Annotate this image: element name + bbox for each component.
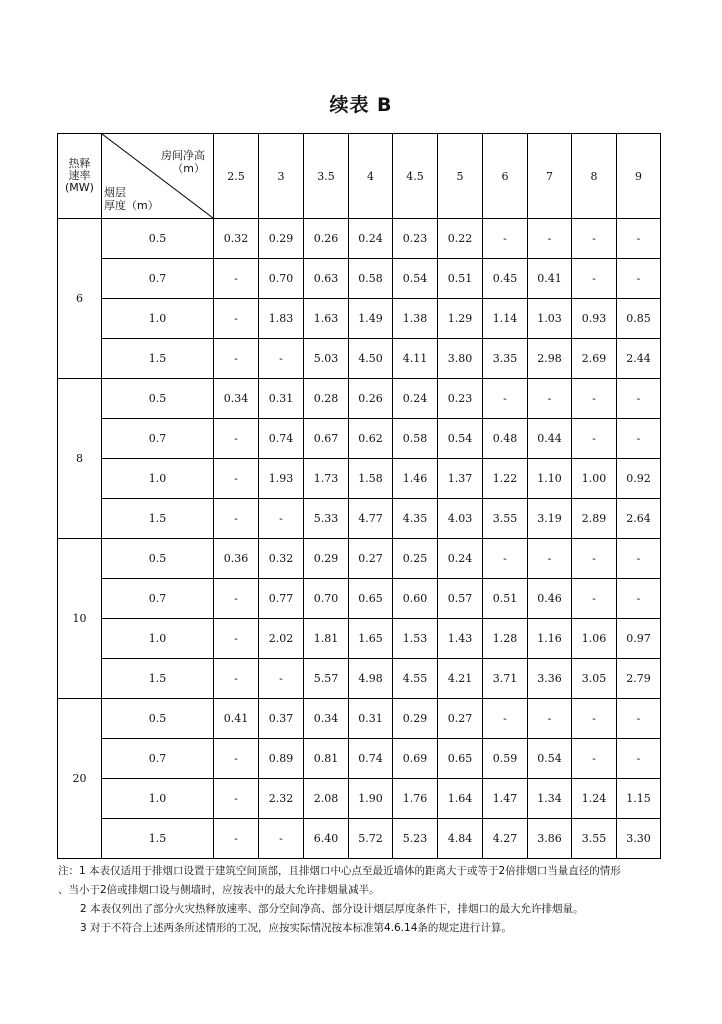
exhaust-value-cell: 2.32 — [259, 779, 304, 819]
exhaust-value-cell: 3.19 — [528, 499, 572, 539]
table-row — [58, 379, 661, 419]
table-row — [58, 739, 661, 779]
exhaust-value-cell: 1.81 — [304, 619, 349, 659]
exhaust-value-cell: 1.90 — [349, 779, 393, 819]
height-header: 4 — [349, 134, 393, 219]
exhaust-value-cell: - — [572, 379, 617, 419]
exhaust-value-cell: - — [528, 379, 572, 419]
height-header: 4.5 — [393, 134, 438, 219]
exhaust-value-cell: 0.65 — [349, 579, 393, 619]
smoke-layer-label — [104, 186, 159, 212]
exhaust-value-cell: 4.98 — [349, 659, 393, 699]
exhaust-value-cell: 0.62 — [349, 419, 393, 459]
exhaust-value-cell: - — [617, 539, 661, 579]
exhaust-value-cell: 1.63 — [304, 299, 349, 339]
exhaust-value-cell: - — [214, 419, 259, 459]
exhaust-value-cell: 5.23 — [393, 819, 438, 859]
exhaust-value-cell: 0.29 — [259, 219, 304, 259]
exhaust-value-cell: 4.21 — [438, 659, 483, 699]
exhaust-value-cell: 1.00 — [572, 459, 617, 499]
exhaust-value-cell: 1.76 — [393, 779, 438, 819]
exhaust-value-cell: - — [259, 659, 304, 699]
table-row — [58, 779, 661, 819]
exhaust-value-cell: 5.03 — [304, 339, 349, 379]
exhaust-value-cell: - — [483, 219, 528, 259]
exhaust-value-cell: 0.27 — [349, 539, 393, 579]
exhaust-value-cell: 2.89 — [572, 499, 617, 539]
exhaust-value-cell: 0.54 — [438, 419, 483, 459]
room-height-text: 房间净高 — [161, 149, 205, 162]
table-row — [58, 499, 661, 539]
exhaust-value-cell: 0.24 — [393, 379, 438, 419]
exhaust-value-cell: 2.98 — [528, 339, 572, 379]
exhaust-value-cell: 1.83 — [259, 299, 304, 339]
exhaust-value-cell: 6.40 — [304, 819, 349, 859]
exhaust-value-cell: 0.81 — [304, 739, 349, 779]
exhaust-value-cell: - — [483, 699, 528, 739]
exhaust-value-cell: 0.51 — [483, 579, 528, 619]
exhaust-value-cell: 0.97 — [617, 619, 661, 659]
exhaust-value-cell: - — [259, 339, 304, 379]
exhaust-value-cell: 0.31 — [259, 379, 304, 419]
smoke-thickness-value: 0.5 — [102, 219, 214, 259]
smoke-thickness-value: 1.0 — [102, 779, 214, 819]
exhaust-value-cell: 3.30 — [617, 819, 661, 859]
exhaust-value-cell: 0.58 — [349, 259, 393, 299]
exhaust-value-cell: - — [214, 299, 259, 339]
heat-label-line3: (MW) — [65, 181, 94, 194]
exhaust-value-cell: 1.29 — [438, 299, 483, 339]
smoke-layer-text: 烟层 — [104, 186, 126, 199]
exhaust-value-cell: 1.93 — [259, 459, 304, 499]
smoke-thickness-value: 0.7 — [102, 739, 214, 779]
exhaust-value-cell: 0.51 — [438, 259, 483, 299]
exhaust-value-cell: 5.72 — [349, 819, 393, 859]
exhaust-value-cell: 3.80 — [438, 339, 483, 379]
exhaust-value-cell: 1.06 — [572, 619, 617, 659]
smoke-layer-unit: 厚度（m） — [104, 199, 159, 212]
exhaust-value-cell: - — [483, 539, 528, 579]
exhaust-value-cell: - — [572, 699, 617, 739]
exhaust-value-cell: - — [259, 499, 304, 539]
exhaust-value-cell: 0.67 — [304, 419, 349, 459]
height-header: 7 — [528, 134, 572, 219]
exhaust-value-cell: 5.33 — [304, 499, 349, 539]
exhaust-value-cell: 1.28 — [483, 619, 528, 659]
smoke-thickness-value: 1.5 — [102, 819, 214, 859]
exhaust-value-cell: - — [617, 219, 661, 259]
exhaust-value-cell: 0.44 — [528, 419, 572, 459]
exhaust-value-cell: 3.05 — [572, 659, 617, 699]
exhaust-value-cell: 0.28 — [304, 379, 349, 419]
smoke-thickness-value: 1.0 — [102, 299, 214, 339]
exhaust-value-cell: - — [528, 219, 572, 259]
exhaust-value-cell: - — [572, 419, 617, 459]
smoke-thickness-value: 0.5 — [102, 379, 214, 419]
smoke-thickness-value: 0.7 — [102, 579, 214, 619]
height-header: 8 — [572, 134, 617, 219]
exhaust-value-cell: 1.34 — [528, 779, 572, 819]
exhaust-value-cell: 1.73 — [304, 459, 349, 499]
exhaust-value-cell: 0.54 — [393, 259, 438, 299]
exhaust-value-cell: - — [214, 739, 259, 779]
exhaust-value-cell: 1.15 — [617, 779, 661, 819]
room-height-unit: （m） — [172, 162, 205, 175]
exhaust-value-cell: - — [214, 659, 259, 699]
table-row — [58, 819, 661, 859]
exhaust-value-cell: 1.47 — [483, 779, 528, 819]
exhaust-value-cell: 3.35 — [483, 339, 528, 379]
exhaust-value-cell: 0.46 — [528, 579, 572, 619]
exhaust-value-cell: 0.22 — [438, 219, 483, 259]
height-header: 9 — [617, 134, 661, 219]
exhaust-value-cell: - — [617, 259, 661, 299]
exhaust-value-cell: 0.77 — [259, 579, 304, 619]
exhaust-value-cell: 0.89 — [259, 739, 304, 779]
exhaust-value-cell: 0.26 — [349, 379, 393, 419]
exhaust-value-cell: 1.64 — [438, 779, 483, 819]
exhaust-value-cell: 0.59 — [483, 739, 528, 779]
heat-release-value: 8 — [58, 379, 102, 539]
exhaust-value-cell: 3.36 — [528, 659, 572, 699]
exhaust-value-cell: 0.29 — [304, 539, 349, 579]
table-row — [58, 659, 661, 699]
exhaust-value-cell: 3.55 — [572, 819, 617, 859]
exhaust-value-cell: 1.37 — [438, 459, 483, 499]
height-header: 3 — [259, 134, 304, 219]
exhaust-value-cell: 2.08 — [304, 779, 349, 819]
exhaust-value-cell: - — [617, 379, 661, 419]
exhaust-value-cell: 4.11 — [393, 339, 438, 379]
exhaust-value-cell: 0.74 — [259, 419, 304, 459]
exhaust-value-cell: 0.69 — [393, 739, 438, 779]
exhaust-value-cell: 4.03 — [438, 499, 483, 539]
exhaust-value-cell: 0.32 — [214, 219, 259, 259]
smoke-thickness-value: 0.7 — [102, 259, 214, 299]
exhaust-value-cell: - — [572, 539, 617, 579]
smoke-thickness-value: 1.0 — [102, 619, 214, 659]
smoke-thickness-value: 1.0 — [102, 459, 214, 499]
table-row — [58, 619, 661, 659]
note-2: 2 本表仅列出了部分火灾热释放速率、部分空间净高、部分设计烟层厚度条件下，排烟口的最大允许排烟量。 — [80, 903, 584, 915]
exhaust-value-cell: 0.25 — [393, 539, 438, 579]
exhaust-value-cell: - — [528, 539, 572, 579]
exhaust-value-cell: 2.69 — [572, 339, 617, 379]
heat-label-line2: 速率 — [68, 169, 91, 182]
exhaust-value-cell: 0.48 — [483, 419, 528, 459]
exhaust-value-cell: 1.43 — [438, 619, 483, 659]
exhaust-value-cell: - — [214, 459, 259, 499]
exhaust-value-cell: 0.93 — [572, 299, 617, 339]
exhaust-value-cell: - — [259, 819, 304, 859]
heat-release-value: 10 — [58, 539, 102, 699]
exhaust-value-cell: 1.65 — [349, 619, 393, 659]
exhaust-value-cell: - — [214, 499, 259, 539]
exhaust-value-cell: 1.16 — [528, 619, 572, 659]
exhaust-value-cell: 4.84 — [438, 819, 483, 859]
exhaust-value-cell: 0.41 — [214, 699, 259, 739]
height-header: 2.5 — [214, 134, 259, 219]
heat-label-line1: 热释 — [68, 157, 91, 170]
smoke-thickness-value: 0.7 — [102, 419, 214, 459]
exhaust-value-cell: 0.74 — [349, 739, 393, 779]
exhaust-value-cell: 0.58 — [393, 419, 438, 459]
room-height-label — [161, 149, 205, 175]
exhaust-value-cell: - — [572, 739, 617, 779]
notes — [58, 862, 678, 938]
exhaust-value-cell: 0.65 — [438, 739, 483, 779]
exhaust-value-cell: - — [572, 259, 617, 299]
exhaust-value-cell: - — [572, 579, 617, 619]
exhaust-value-cell: 0.70 — [304, 579, 349, 619]
table-row — [58, 699, 661, 739]
exhaust-value-cell: - — [572, 219, 617, 259]
heat-release-value: 20 — [58, 699, 102, 859]
height-header: 3.5 — [304, 134, 349, 219]
exhaust-value-cell: 4.35 — [393, 499, 438, 539]
exhaust-value-cell: 0.31 — [349, 699, 393, 739]
note-1-cont: 、当小于2倍或排烟口设与侧墙时，应按表中的最大允许排烟量减半。 — [58, 884, 380, 896]
exhaust-value-cell: 0.32 — [259, 539, 304, 579]
exhaust-value-cell: 1.22 — [483, 459, 528, 499]
note-1: 注：1 本表仅适用于排烟口设置于建筑空间顶部，且排烟口中心点至最近墙体的距离大于或等于2倍排烟口当量直径的情形 — [58, 865, 621, 877]
exhaust-value-cell: 1.10 — [528, 459, 572, 499]
exhaust-value-cell: 1.46 — [393, 459, 438, 499]
table-row — [58, 459, 661, 499]
smoke-thickness-value: 1.5 — [102, 339, 214, 379]
exhaust-value-cell: 0.27 — [438, 699, 483, 739]
exhaust-value-cell: - — [617, 739, 661, 779]
exhaust-value-cell: 0.92 — [617, 459, 661, 499]
exhaust-value-cell: 4.77 — [349, 499, 393, 539]
exhaust-value-cell: 1.03 — [528, 299, 572, 339]
exhaust-value-cell: 5.57 — [304, 659, 349, 699]
table-row — [58, 419, 661, 459]
table-row — [58, 219, 661, 259]
heat-release-value: 6 — [58, 219, 102, 379]
table-row — [58, 579, 661, 619]
exhaust-value-cell: - — [214, 779, 259, 819]
exhaust-value-cell: 3.55 — [483, 499, 528, 539]
exhaust-value-cell: - — [214, 819, 259, 859]
table-header-row — [58, 134, 661, 219]
exhaust-value-cell: 0.29 — [393, 699, 438, 739]
exhaust-value-cell: - — [617, 419, 661, 459]
table-row — [58, 299, 661, 339]
exhaust-value-cell: 0.41 — [528, 259, 572, 299]
diagonal-header-cell — [102, 134, 214, 219]
exhaust-value-cell: 4.27 — [483, 819, 528, 859]
exhaust-value-cell: 2.02 — [259, 619, 304, 659]
exhaust-value-cell: 0.85 — [617, 299, 661, 339]
exhaust-value-cell: - — [214, 339, 259, 379]
exhaust-value-cell: 1.38 — [393, 299, 438, 339]
exhaust-value-cell: 1.14 — [483, 299, 528, 339]
exhaust-value-cell: 1.24 — [572, 779, 617, 819]
exhaust-value-cell: - — [528, 699, 572, 739]
exhaust-value-cell: 3.71 — [483, 659, 528, 699]
smoke-thickness-value: 1.5 — [102, 499, 214, 539]
exhaust-table — [57, 133, 661, 859]
smoke-thickness-value: 1.5 — [102, 659, 214, 699]
table-row — [58, 539, 661, 579]
exhaust-value-cell: 4.50 — [349, 339, 393, 379]
exhaust-value-cell: 1.58 — [349, 459, 393, 499]
exhaust-value-cell: 0.45 — [483, 259, 528, 299]
exhaust-value-cell: - — [483, 379, 528, 419]
exhaust-value-cell: 0.24 — [349, 219, 393, 259]
exhaust-value-cell: - — [617, 699, 661, 739]
exhaust-value-cell: 0.63 — [304, 259, 349, 299]
exhaust-value-cell: 0.24 — [438, 539, 483, 579]
exhaust-value-cell: 2.44 — [617, 339, 661, 379]
exhaust-value-cell: 0.57 — [438, 579, 483, 619]
height-header: 6 — [483, 134, 528, 219]
table-body — [58, 219, 661, 859]
exhaust-value-cell: 0.26 — [304, 219, 349, 259]
exhaust-value-cell: 0.23 — [393, 219, 438, 259]
heat-release-header — [58, 134, 102, 219]
exhaust-value-cell: 3.86 — [528, 819, 572, 859]
exhaust-value-cell: 1.53 — [393, 619, 438, 659]
exhaust-value-cell: 0.70 — [259, 259, 304, 299]
exhaust-value-cell: 0.60 — [393, 579, 438, 619]
smoke-thickness-value: 0.5 — [102, 539, 214, 579]
exhaust-value-cell: 0.36 — [214, 539, 259, 579]
exhaust-value-cell: 4.55 — [393, 659, 438, 699]
smoke-thickness-value: 0.5 — [102, 699, 214, 739]
exhaust-value-cell: - — [214, 579, 259, 619]
exhaust-value-cell: 0.37 — [259, 699, 304, 739]
table-row — [58, 339, 661, 379]
height-header: 5 — [438, 134, 483, 219]
table-row — [58, 259, 661, 299]
exhaust-value-cell: 0.23 — [438, 379, 483, 419]
exhaust-value-cell: - — [214, 619, 259, 659]
exhaust-value-cell: 2.64 — [617, 499, 661, 539]
exhaust-value-cell: - — [617, 579, 661, 619]
exhaust-value-cell: - — [214, 259, 259, 299]
note-3: 3 对于不符合上述两条所述情形的工况，应按实际情况按本标准第4.6.14条的规定进行计算。 — [80, 922, 512, 934]
page-title: 续表 B — [329, 94, 393, 116]
exhaust-value-cell: 0.34 — [214, 379, 259, 419]
exhaust-value-cell: 2.79 — [617, 659, 661, 699]
exhaust-value-cell: 0.54 — [528, 739, 572, 779]
exhaust-value-cell: 1.49 — [349, 299, 393, 339]
exhaust-value-cell: 0.34 — [304, 699, 349, 739]
